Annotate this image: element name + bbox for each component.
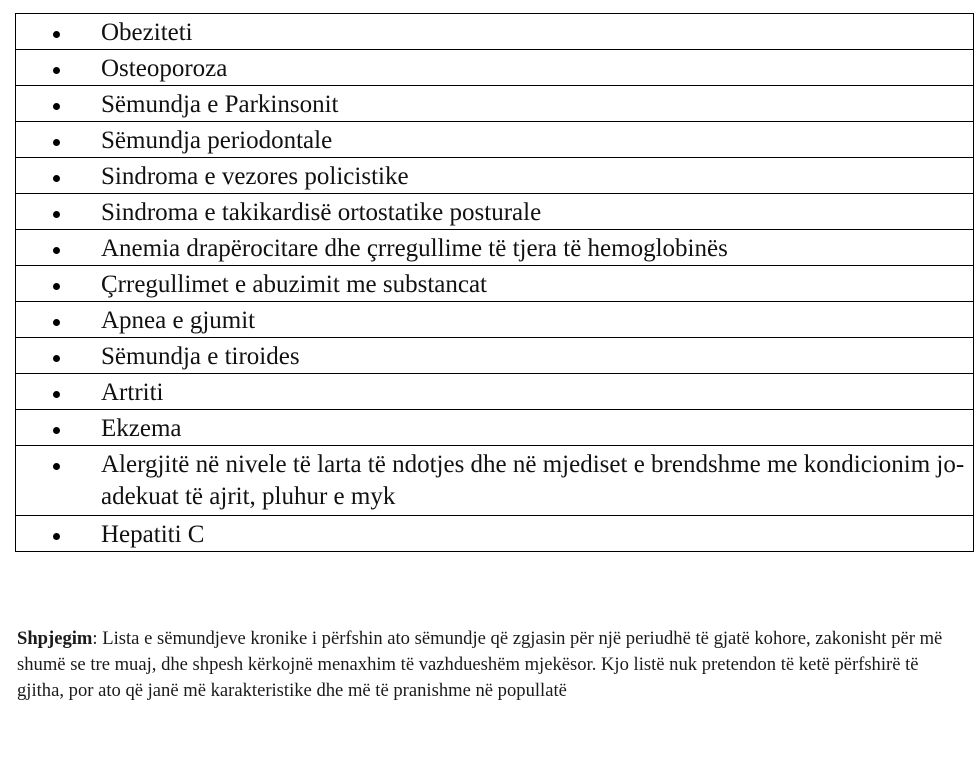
- list-item-text: Çrregullimet e abuzimit me substancat: [101, 271, 487, 298]
- list-item-text: Hepatiti C: [101, 521, 205, 548]
- disease-list-table: [15, 13, 974, 552]
- bullet-icon: [16, 377, 101, 398]
- note-text: : Lista e sëmundjeve kronike i përfshin ato sëmundje që zgjasin për një periudhë të gjatë kohore, zakonisht për më shumë se tre muaj, dhe shpesh kërkojnë menaxhim të vazhdueshëm mjekësor. Kjo listë nuk pretendon të ketë përfshirë të gjitha, por ato që janë më karakteristike dhe më të pranishme në popullatë: [17, 627, 943, 701]
- bullet-icon: [16, 305, 101, 326]
- table-row: [16, 158, 974, 194]
- list-item: [16, 158, 974, 194]
- list-item-text: Sindroma e vezores policistike: [101, 163, 409, 190]
- list-item-text: Anemia drapërocitare dhe çrregullime të tjera të hemoglobinës: [101, 235, 728, 262]
- list-item: [16, 86, 974, 122]
- list-item-text: Ekzema: [101, 415, 182, 442]
- table-row: [16, 266, 974, 302]
- table-row: [16, 86, 974, 122]
- list-item: [16, 14, 974, 50]
- bullet-icon: [16, 161, 101, 182]
- bullet-icon: [16, 341, 101, 362]
- list-item: [16, 50, 974, 86]
- list-item-text: Sëmundja periodontale: [101, 127, 333, 154]
- list-item-text: Artriti: [101, 379, 164, 406]
- bullet-icon: [16, 519, 101, 540]
- table-row: [16, 14, 974, 50]
- table-row: [16, 302, 974, 338]
- list-item: [16, 410, 974, 446]
- bullet-icon: [16, 449, 101, 470]
- table-row: [16, 194, 974, 230]
- table-row: [16, 410, 974, 446]
- bullet-icon: [16, 17, 101, 38]
- list-item: [16, 374, 974, 410]
- bullet-icon: [16, 89, 101, 110]
- list-item-text: Obeziteti: [101, 19, 193, 46]
- bullet-icon: [16, 269, 101, 290]
- bullet-icon: [16, 197, 101, 218]
- note-label: Shpjegim: [17, 627, 93, 649]
- bullet-icon: [16, 53, 101, 74]
- list-item: [16, 194, 974, 230]
- list-item-text: Sëmundja e Parkinsonit: [101, 91, 339, 118]
- list-item: [16, 516, 974, 552]
- list-item: [16, 338, 974, 374]
- list-item-text: Sindroma e takikardisë ortostatike posturale: [101, 199, 542, 226]
- table-row: [16, 338, 974, 374]
- table-row: [16, 374, 974, 410]
- list-item-text: Osteoporoza: [101, 55, 228, 82]
- list-item: [16, 302, 974, 338]
- list-item: [16, 446, 974, 516]
- table-row: [16, 446, 974, 516]
- bullet-icon: [16, 413, 101, 434]
- list-item-text: Alergjitë në nivele të larta të ndotjes dhe në mjediset e brendshme me kondicionim jo-adekuat të ajrit, pluhur e myk: [101, 451, 965, 510]
- table-row: [16, 122, 974, 158]
- list-item: [16, 122, 974, 158]
- table-row: [16, 516, 974, 552]
- explanation-note: [17, 626, 967, 704]
- list-item-text: Sëmundja e tiroides: [101, 343, 300, 370]
- list-item: [16, 230, 974, 266]
- bullet-icon: [16, 125, 101, 146]
- list-item-text: Apnea e gjumit: [101, 307, 256, 334]
- bullet-icon: [16, 233, 101, 254]
- table-row: [16, 50, 974, 86]
- table-row: [16, 230, 974, 266]
- list-item: [16, 266, 974, 302]
